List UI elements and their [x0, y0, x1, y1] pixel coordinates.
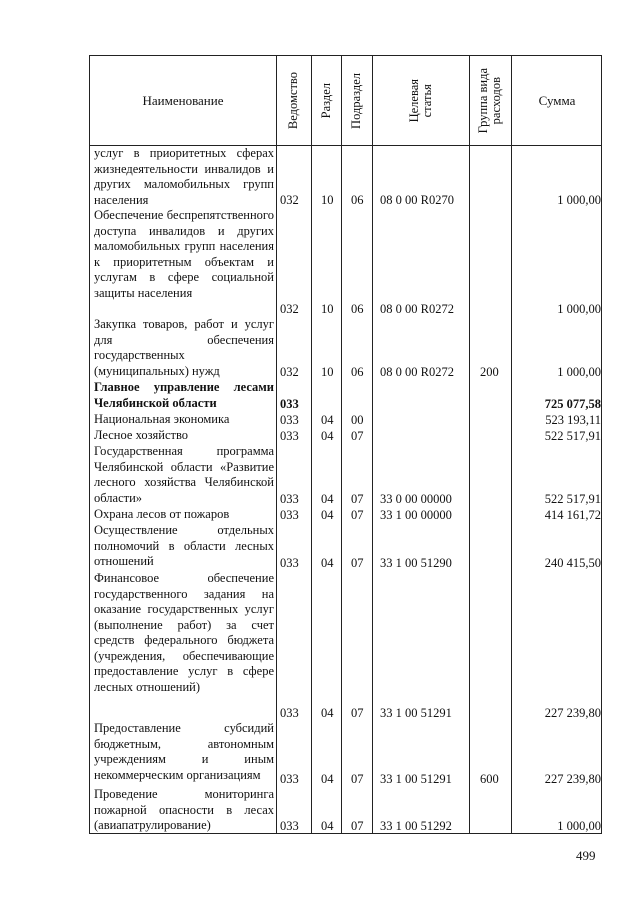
row-razdel: 04 [321, 555, 334, 570]
header-razdel [311, 56, 341, 145]
row-razdel: 04 [321, 412, 334, 427]
row-vedomstvo: 032 [280, 192, 299, 207]
header-podrazdel [341, 56, 372, 145]
header-razdel-text: Раздел [318, 82, 333, 119]
row-podrazdel: 07 [351, 428, 364, 443]
row-name: Закупка товаров, работ и услуг для обеспечения государственных (муниципальных) нужд [94, 317, 274, 378]
row-vedomstvo: 033 [280, 507, 299, 522]
row-vedomstvo: 033 [280, 428, 299, 443]
table-row [90, 146, 603, 208]
row-vedomstvo: 033 [280, 705, 299, 720]
header-gruppa-vida-rashodov [469, 56, 511, 145]
header-name [90, 56, 276, 145]
header-gruppa-line2: расходов [489, 76, 503, 125]
row-vedomstvo: 032 [280, 301, 299, 316]
row-podrazdel: 07 [351, 555, 364, 570]
row-summa: 227 239,80 [544, 771, 601, 786]
row-summa: 227 239,80 [544, 705, 601, 720]
row-podrazdel: 06 [351, 364, 364, 379]
row-summa: 1 000,00 [557, 364, 601, 379]
row-celevaya: 08 0 00 R0270 [380, 192, 454, 207]
row-vedomstvo: 033 [280, 491, 299, 506]
header-name-text: Наименование [142, 92, 224, 108]
row-summa: 1 000,00 [557, 192, 601, 207]
row-celevaya: 33 1 00 51291 [380, 771, 452, 786]
header-vedomstvo [276, 56, 311, 145]
row-name: Охрана лесов от пожаров [94, 507, 230, 521]
row-podrazdel: 07 [351, 491, 364, 506]
row-vedomstvo: 033 [280, 396, 299, 411]
header-vedomstvo-text: Ведомство [286, 71, 300, 130]
table-row [90, 523, 603, 571]
row-summa: 522 517,91 [544, 491, 601, 506]
row-name: Лесное хозяйство [94, 428, 189, 442]
row-podrazdel: 06 [351, 192, 364, 207]
row-celevaya: 08 0 00 R0272 [380, 364, 454, 379]
row-celevaya: 33 1 00 51292 [380, 818, 452, 833]
row-vedomstvo: 033 [280, 555, 299, 570]
row-summa: 240 415,50 [544, 555, 601, 570]
row-podrazdel: 07 [351, 507, 364, 522]
row-celevaya: 33 1 00 00000 [380, 507, 452, 522]
row-name: Осуществление отдельных полномочий в области лесных отношений [94, 523, 274, 568]
row-summa: 725 077,58 [544, 396, 601, 411]
row-podrazdel: 07 [351, 705, 364, 720]
row-celevaya: 08 0 00 R0272 [380, 301, 454, 316]
row-podrazdel: 06 [351, 301, 364, 316]
header-summa [511, 56, 603, 145]
row-vedomstvo: 033 [280, 818, 299, 833]
row-razdel: 10 [321, 301, 334, 316]
table-row [90, 507, 603, 523]
row-summa: 523 193,11 [545, 412, 601, 427]
table-row [90, 317, 603, 380]
table-row [90, 428, 603, 444]
table-row [90, 444, 603, 507]
header-celevaya-line2: статья [419, 83, 434, 118]
row-name: услуг в приоритетных сферах жизнедеятельности инвалидов и других маломобильных групп населения [94, 146, 274, 207]
header-celevaya-statya [372, 56, 469, 145]
row-podrazdel: 07 [351, 818, 364, 833]
table-row [90, 380, 603, 412]
row-name: Государственная программа Челябинской области «Развитие лесного хозяйства Челябинской области» [94, 444, 274, 505]
row-name: Обеспечение беспрепятственного доступа инвалидов и других маломобильных групп населения к приоритетным объектам и услугам в сфере социальной защиты населения [94, 208, 274, 300]
header-gruppa-text [477, 68, 503, 133]
row-name: Предоставление субсидий бюджетным, автономным учреждениям и иным некоммерческим организациям [94, 721, 274, 782]
row-vedomstvo: 032 [280, 364, 299, 379]
row-name: Национальная экономика [94, 412, 230, 426]
row-celevaya: 33 0 00 00000 [380, 491, 452, 506]
row-razdel: 10 [321, 192, 334, 207]
row-razdel: 10 [321, 364, 334, 379]
row-summa: 414 161,72 [544, 507, 601, 522]
row-celevaya: 33 1 00 51290 [380, 555, 452, 570]
row-razdel: 04 [321, 507, 334, 522]
row-name: Финансовое обеспечение государственного задания на оказание государственных услуг (выполнение работ) за счет средств федерального бюджета (учреждения, обеспечивающие предоставление услуг в сфере лесных отношений) [94, 571, 274, 694]
row-celevaya: 33 1 00 51291 [380, 705, 452, 720]
table-row [90, 412, 603, 428]
row-razdel: 04 [321, 771, 334, 786]
table-row [90, 787, 603, 834]
row-summa: 522 517,91 [544, 428, 601, 443]
header-summa-text: Сумма [538, 92, 576, 108]
row-vedomstvo: 033 [280, 771, 299, 786]
row-razdel: 04 [321, 428, 334, 443]
row-name: Главное управление лесами Челябинской области [94, 380, 274, 410]
row-razdel: 04 [321, 491, 334, 506]
header-celevaya-line1: Целевая [406, 78, 421, 123]
row-summa: 1 000,00 [557, 818, 601, 833]
row-podrazdel: 07 [351, 771, 364, 786]
table-row [90, 208, 603, 317]
row-name: Проведение мониторинга пожарной опасности в лесах (авиапатрулирование) [94, 787, 274, 832]
table-row [90, 571, 603, 721]
header-celevaya-statya-text [408, 79, 434, 122]
header-gruppa-line1: Группа вида [476, 67, 490, 134]
header-podrazdel-text: Подраздел [349, 72, 363, 129]
row-podrazdel: 00 [351, 412, 364, 427]
page-number: 499 [576, 848, 596, 863]
row-summa: 1 000,00 [557, 301, 601, 316]
budget-table [89, 55, 602, 834]
row-razdel: 04 [321, 818, 334, 833]
table-row [90, 721, 603, 787]
row-gruppa: 200 [480, 364, 499, 379]
row-vedomstvo: 033 [280, 412, 299, 427]
row-gruppa: 600 [480, 771, 499, 786]
row-razdel: 04 [321, 705, 334, 720]
